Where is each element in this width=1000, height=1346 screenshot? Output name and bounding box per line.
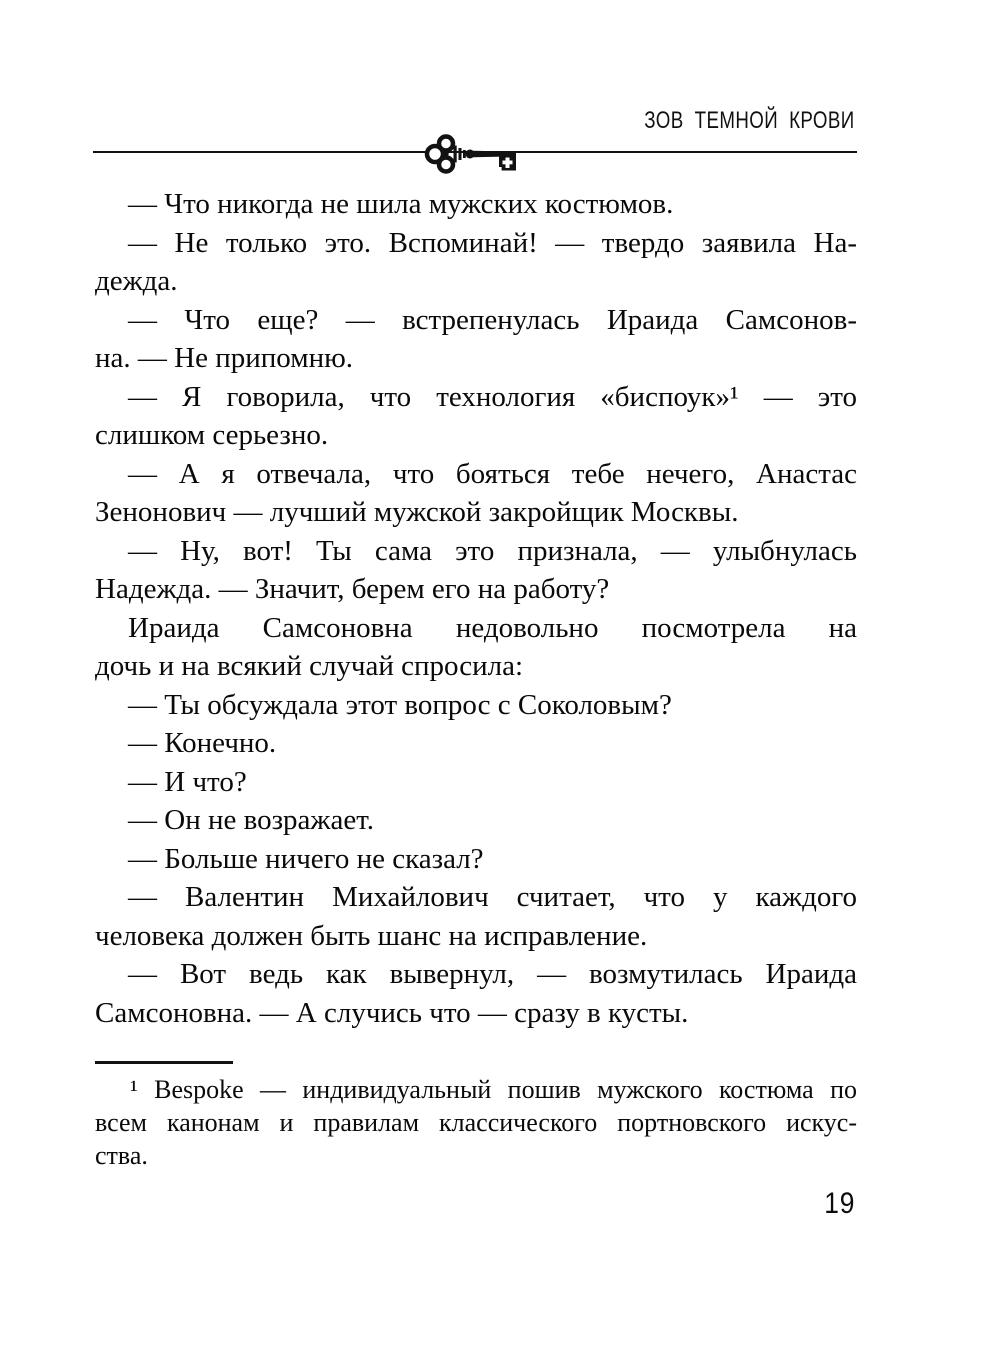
text-line: — Ты обсуждала этот вопрос с Соколовым? [128,688,672,721]
text-line: — Конечно. [128,727,277,759]
paragraph [95,224,857,301]
paragraph [95,686,857,725]
footnote-rule [95,1061,233,1064]
text-line: — Что еще? — встрепенулась Ираида Самсонов- [128,303,857,336]
paragraph [95,801,857,840]
text-line: — И что? [128,765,247,798]
paragraph [95,455,857,532]
page-number: 19 [823,1187,855,1220]
text-line: дежда. [95,265,178,297]
text-line: ¹ Bespoke — индивидуальный пошив мужского костюма по [130,1075,857,1104]
text-line: — Ну, вот! Ты сама это признала, — улыбнулась [128,534,857,567]
text-line: на. — Не припомню. [95,342,353,374]
text-line: — Больше ничего не сказал? [128,842,484,875]
paragraph [95,955,857,1032]
text-line: — Что никогда не шила мужских костюмов. [128,188,674,220]
text-line: Ираида Самсоновна недовольно посмотрела на [128,611,857,644]
running-header-title: ЗОВ ТЕМНОЙ КРОВИ [644,107,855,134]
skeleton-key-icon [424,130,520,178]
paragraph [95,301,857,378]
paragraph [95,185,857,224]
text-line: ства. [95,1141,148,1170]
text-line: — Валентин Михайлович считает, что у каждого [128,881,857,913]
text-line: слишком серьезно. [95,419,329,451]
text-line: — Не только это. Вспоминай! — твердо заявила На- [128,226,857,259]
paragraph [95,763,857,802]
text-line: человека должен быть шанс на исправление. [95,919,648,952]
paragraph [95,609,857,686]
text-line: — Я говорила, что технология «биспоук»¹ — это [128,380,857,413]
text-line: Надежда. — Значит, берем его на работу? [95,573,610,605]
footnote-block [95,1073,857,1172]
paragraph [95,840,857,879]
paragraph [95,378,857,455]
paragraph [95,532,857,609]
text-line: — Вот ведь как вывернул, — возмутилась Ираида [128,958,857,990]
text-line: дочь и на всякий случай спросила: [95,650,524,682]
text-line: — Он не возражает. [128,804,374,836]
text-line: Самсоновна. — А случись что — сразу в кусты. [95,996,689,1029]
text-line: — А я отвечала, что бояться тебе нечего, Анастас [128,457,857,490]
paragraph [95,878,857,955]
text-line: Зенонович — лучший мужской закройщик Москвы. [95,496,739,528]
text-line: всем канонам и правилам классического портновского искус- [95,1108,857,1137]
paragraph [95,724,857,763]
body-text-block [95,185,857,1032]
